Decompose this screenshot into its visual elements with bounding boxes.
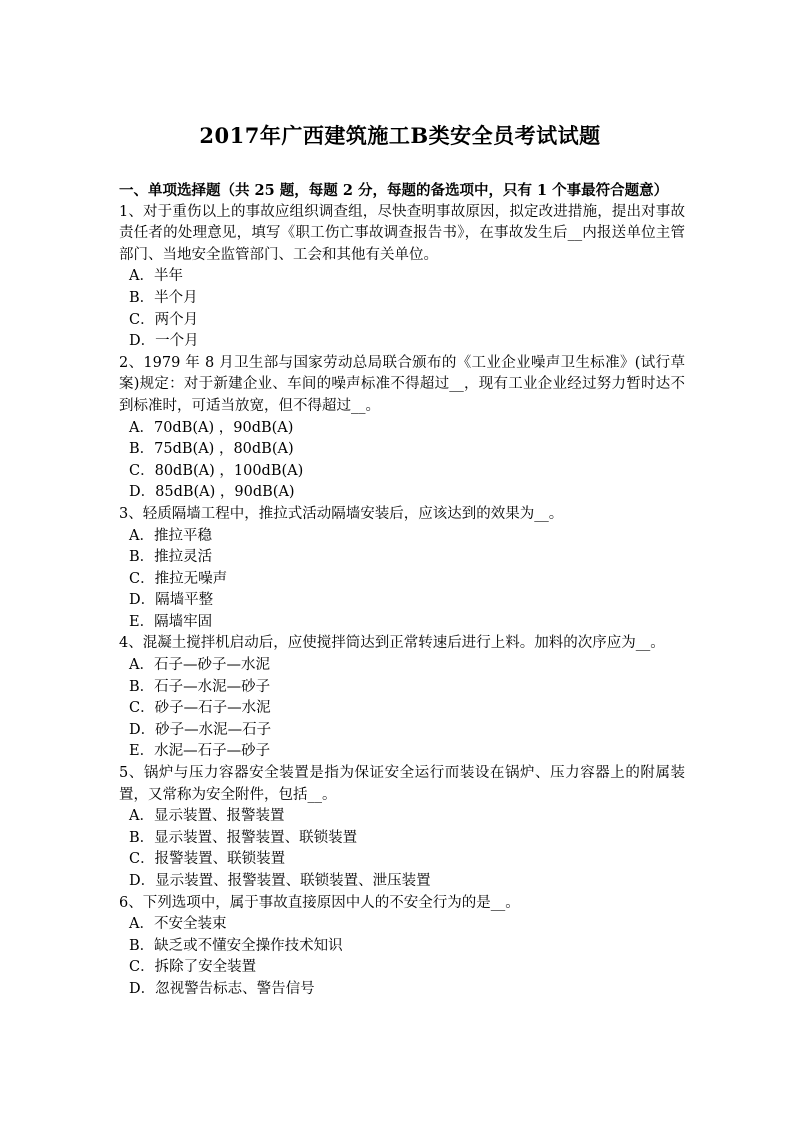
option-a: A．不安全装束 xyxy=(129,916,227,933)
option-b: B．显示装置、报警装置、联锁装置 xyxy=(129,829,358,846)
option-d: D．一个月 xyxy=(129,333,199,350)
document-body xyxy=(119,180,685,1001)
document-title: 2017年广西建筑施工B类安全员考试试题 xyxy=(199,123,601,148)
option-c: C．推拉无噪声 xyxy=(129,570,228,587)
option-d: D．85dB(A) ，90dB(A) xyxy=(129,484,295,501)
option-list xyxy=(119,806,685,892)
option-list xyxy=(119,655,685,763)
question-text: 3、轻质隔墙工程中，推拉式活动隔墙安装后，应该达到的效果为__。 xyxy=(119,505,564,522)
option-list xyxy=(119,418,685,504)
option-a: A．石子—砂子—水泥 xyxy=(129,657,270,674)
option-d: D．显示装置、报警装置、联锁装置、泄压装置 xyxy=(129,873,431,889)
question-2 xyxy=(119,353,685,504)
question-text: 5、锅炉与压力容器安全装置是指为保证安全运行而装设在锅炉、压力容器上的附属装置，又常称为安全附件，包括__。 xyxy=(119,765,685,803)
option-e: E．水泥—石子—砂子 xyxy=(129,743,271,760)
option-d: D．砂子—水泥—石子 xyxy=(129,721,272,738)
question-text: 6、下列选项中，属于事故直接原因中人的不安全行为的是__。 xyxy=(119,894,520,911)
option-b: B．石子—水泥—砂子 xyxy=(129,678,271,695)
option-c: C．拆除了安全装置 xyxy=(129,959,257,976)
question-3 xyxy=(119,504,685,634)
question-5 xyxy=(119,763,685,893)
option-c: C．报警装置、联锁装置 xyxy=(129,851,286,868)
option-e: E．隔墙牢固 xyxy=(129,613,213,630)
section-heading: 一、单项选择题（共 25 题，每题 2 分，每题的备选项中，只有 1 个事最符合题意） xyxy=(119,182,669,199)
option-c: C．80dB(A) ，100dB(A) xyxy=(129,462,304,479)
option-a: A．半年 xyxy=(129,268,183,285)
option-list xyxy=(119,266,685,352)
option-b: B．75dB(A) ，80dB(A) xyxy=(129,441,294,458)
option-a: A．推拉平稳 xyxy=(129,527,212,544)
option-a: A．显示装置、报警装置 xyxy=(129,808,285,825)
option-b: B．推拉灵活 xyxy=(129,549,213,566)
question-1 xyxy=(119,202,685,353)
question-text: 2、1979 年 8 月卫生部与国家劳动总局联合颁布的《工业企业噪声卫生标准》(试行草案)规定：对于新建企业、车间的噪声标准不得超过__，现有工业企业经过努力暂时达不到标准时，可适当放宽，但不得超过__。 xyxy=(119,354,685,414)
question-6 xyxy=(119,893,685,1001)
option-c: C．砂子—石子—水泥 xyxy=(129,700,271,717)
option-a: A．70dB(A) ，90dB(A) xyxy=(129,419,294,436)
question-text: 4、混凝土搅拌机启动后，应使搅拌筒达到正常转速后进行上料。加料的次序应为__。 xyxy=(119,635,665,652)
option-d: D．隔墙平整 xyxy=(129,592,214,609)
option-list xyxy=(119,914,685,1000)
option-list xyxy=(119,526,685,634)
option-b: B．半个月 xyxy=(129,289,198,306)
question-text: 1、对于重伤以上的事故应组织调查组，尽快查明事故原因，拟定改进措施，提出对事故责任者的处理意见，填写《职工伤亡事故调查报告书》，在事故发生后__内报送单位主管部门、当地安全监管部门、工会和其他有关单位。 xyxy=(119,203,685,263)
option-d: D．忽视警告标志、警告信号 xyxy=(129,980,315,997)
option-c: C．两个月 xyxy=(129,311,199,328)
question-4 xyxy=(119,633,685,763)
option-b: B．缺乏或不懂安全操作技术知识 xyxy=(129,937,343,954)
